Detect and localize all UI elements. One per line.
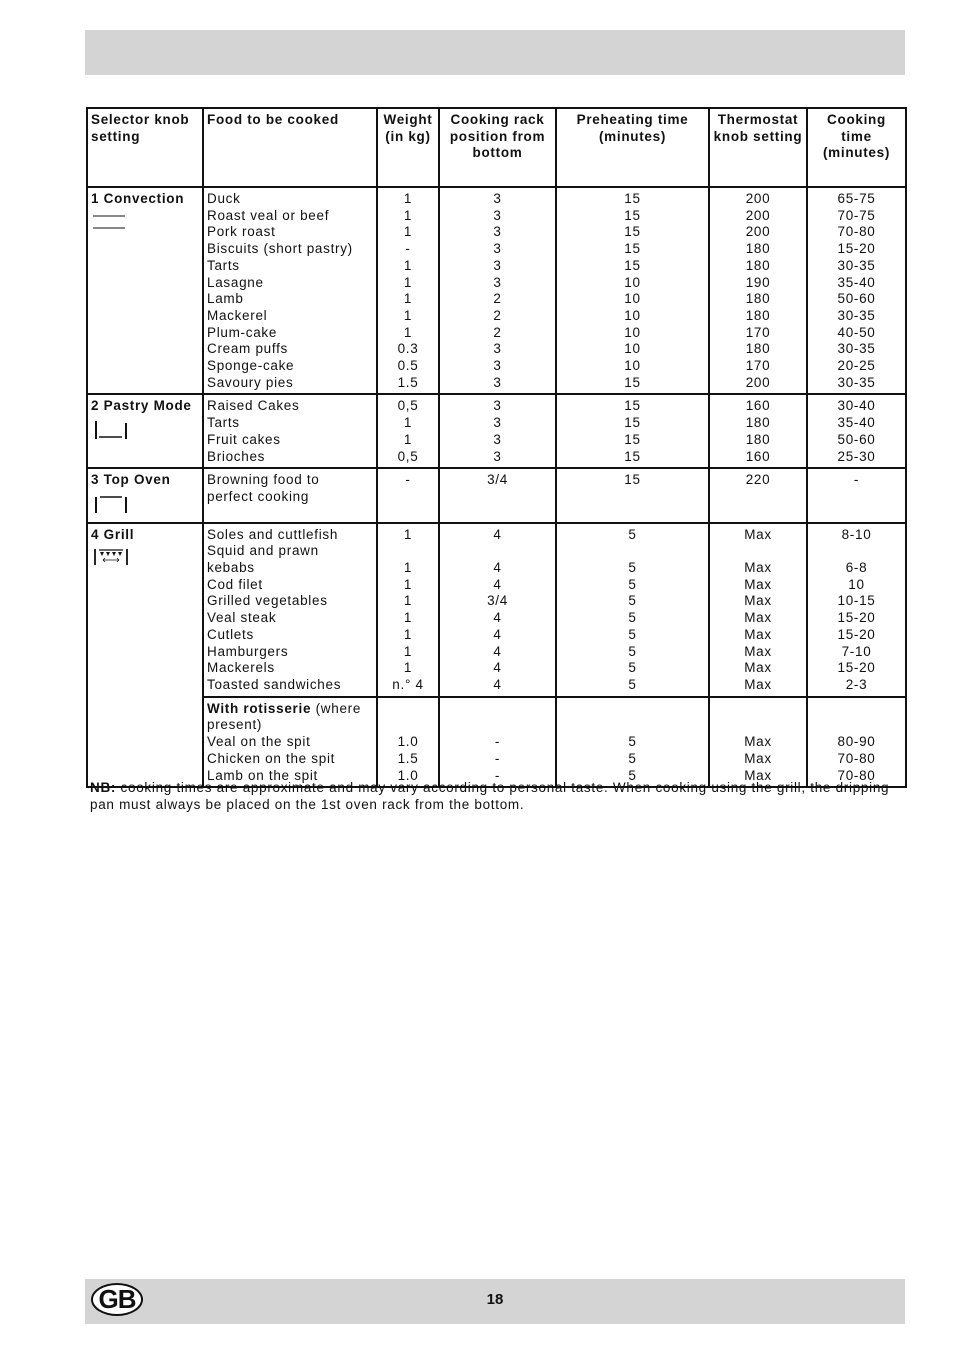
cooking-time-value: 30-35 <box>837 374 876 390</box>
rack-position-value: 3 <box>493 191 502 206</box>
rotisserie-title-suffix: (where <box>311 700 362 716</box>
rack-position-cell <box>439 697 556 788</box>
food-item: kebabs <box>207 560 255 576</box>
food-item: Veal on the spit <box>207 734 311 750</box>
food-item: Savoury pies <box>207 374 294 390</box>
weight-value: - <box>405 472 411 488</box>
weight-value: 0,5 <box>397 448 419 464</box>
footnote-text: cooking times are approximate and may vary according to personal taste. When cooking using the grill, the dripping pan must always be placed on the 1st oven rack from the bottom. <box>90 780 890 812</box>
rack-position-value: 4 <box>493 560 502 576</box>
weight-cell <box>377 697 439 788</box>
cooking-time-cell <box>807 468 906 522</box>
preheating-time-value: 5 <box>628 610 637 626</box>
cooking-time-value: 15-20 <box>837 660 876 676</box>
cooking-time-value: 65-75 <box>837 191 876 206</box>
thermostat-value: 180 <box>745 291 771 307</box>
food-item: Hamburgers <box>207 643 289 659</box>
rotisserie-title: With rotisserie <box>207 700 312 716</box>
weight-value: 1 <box>403 626 413 642</box>
rack-position-value: 2 <box>493 307 502 323</box>
cooking-time-value: 8-10 <box>841 526 872 542</box>
thermostat-value: 160 <box>745 448 771 464</box>
preheating-time-value: 10 <box>624 307 641 323</box>
rack-position-value: 3 <box>493 207 502 223</box>
table-row <box>87 468 906 522</box>
preheating-time-value: 5 <box>628 593 637 609</box>
weight-cell <box>377 468 439 522</box>
header-weight: Weight (in kg) <box>377 108 439 187</box>
food-item: Pork roast <box>207 224 276 240</box>
header-food: Food to be cooked <box>203 108 377 187</box>
weight-value: 1 <box>403 415 413 431</box>
cooking-time-value: 35-40 <box>837 274 876 290</box>
cooking-time-value: 70-80 <box>837 767 876 783</box>
preheating-time-value: 5 <box>628 734 637 750</box>
table-row-rotisserie <box>87 697 906 788</box>
cooking-time-value: 30-35 <box>837 257 876 273</box>
thermostat-value: 200 <box>745 374 771 390</box>
thermostat-cell <box>709 394 807 468</box>
header-preheating-time: Preheating time (minutes) <box>556 108 709 187</box>
rack-position-value: 4 <box>493 676 502 692</box>
cooking-time-value: 50-60 <box>837 291 876 307</box>
thermostat-cell <box>709 468 807 522</box>
cooking-time-value: 80-90 <box>837 734 876 750</box>
selector-setting-name: 1 Convection <box>91 191 185 206</box>
thermostat-value: 180 <box>745 415 771 431</box>
preheating-time-value: 15 <box>624 415 641 431</box>
preheating-time-value: 10 <box>624 291 641 307</box>
rack-position-value: 3 <box>493 415 502 431</box>
selector-setting-name: 4 Grill <box>91 526 135 542</box>
food-item: Brioches <box>207 448 266 464</box>
preheating-time-value: 5 <box>628 626 637 642</box>
food-item: Sponge-cake <box>207 358 295 374</box>
cooking-time-value: 70-75 <box>837 207 876 223</box>
thermostat-value: Max <box>744 610 772 626</box>
preheating-time-value: 5 <box>628 526 637 542</box>
food-item: Raised Cakes <box>207 398 300 414</box>
header-rack-position: Cooking rack position from bottom <box>439 108 556 187</box>
weight-value: 1 <box>403 191 413 206</box>
food-item: perfect cooking <box>207 488 310 504</box>
weight-value: 1.5 <box>397 374 419 390</box>
rack-position-cell <box>439 468 556 522</box>
rack-position-value: 4 <box>493 526 502 542</box>
preheating-time-value: 5 <box>628 560 637 576</box>
food-item: Duck <box>207 191 241 206</box>
preheating-time-value: 10 <box>624 324 641 340</box>
preheating-time-cell <box>556 523 709 697</box>
food-item: Veal steak <box>207 610 277 626</box>
weight-value <box>381 543 435 560</box>
weight-value: 1 <box>403 593 413 609</box>
weight-value: 1 <box>403 291 413 307</box>
food-item: Tarts <box>207 415 240 431</box>
food-item: Lamb on the spit <box>207 767 319 783</box>
pastry-mode-icon <box>91 419 199 446</box>
cooking-time-value: 25-30 <box>837 448 876 464</box>
cooking-time-value <box>811 543 902 560</box>
thermostat-value: 220 <box>745 472 771 488</box>
rack-position-value: 4 <box>493 576 502 592</box>
weight-value: 1 <box>403 257 413 273</box>
thermostat-value: 200 <box>745 191 771 206</box>
cooking-time-value: 10 <box>848 576 865 592</box>
rack-position-value: 3 <box>493 274 502 290</box>
weight-value: 1 <box>403 610 413 626</box>
thermostat-value: Max <box>744 660 772 676</box>
page-number: 18 <box>486 1291 504 1308</box>
weight-value: 1 <box>403 274 413 290</box>
selector-setting-cell <box>87 468 203 522</box>
thermostat-value: 160 <box>745 398 771 414</box>
thermostat-value: 180 <box>745 241 771 257</box>
food-item: Tarts <box>207 257 240 273</box>
food-cell <box>203 697 377 788</box>
table-row <box>87 394 906 468</box>
preheating-time-value: 15 <box>624 241 641 257</box>
weight-cell <box>377 187 439 394</box>
cooking-time-cell <box>807 523 906 697</box>
grill-icon <box>91 547 199 572</box>
preheating-time-value: 15 <box>624 207 641 223</box>
weight-value: 0,5 <box>397 398 419 414</box>
cooking-time-value: 15-20 <box>837 610 876 626</box>
rack-position-value: - <box>494 734 501 750</box>
rack-position-value <box>443 543 552 560</box>
cooking-time-value: 30-40 <box>837 398 876 414</box>
preheating-time-value: 15 <box>624 257 641 273</box>
cooking-time-value: 30-35 <box>837 307 876 323</box>
rack-position-value: 2 <box>493 291 502 307</box>
cooking-time-value: 15-20 <box>837 626 876 642</box>
thermostat-value: Max <box>744 767 772 783</box>
weight-value: 1.0 <box>397 734 419 750</box>
weight-value: 1.5 <box>397 750 419 766</box>
thermostat-value: 200 <box>745 207 771 223</box>
weight-value: 0.5 <box>397 358 419 374</box>
preheating-time-value: 15 <box>624 448 641 464</box>
convection-icon <box>91 212 199 239</box>
food-item: Grilled vegetables <box>207 593 328 609</box>
preheating-time-value: 5 <box>628 643 637 659</box>
table-header-row <box>87 108 906 187</box>
rack-position-value: 4 <box>493 610 502 626</box>
food-item: Squid and prawn <box>207 543 319 559</box>
selector-setting-name: 2 Pastry Mode <box>91 398 192 414</box>
food-item: Roast veal or beef <box>207 207 330 223</box>
thermostat-value: 170 <box>745 358 771 374</box>
thermostat-value: 190 <box>745 274 771 290</box>
food-cell <box>203 468 377 522</box>
preheating-time-value: 10 <box>624 274 641 290</box>
cooking-time-value: 40-50 <box>837 324 876 340</box>
selector-setting-cell <box>87 187 203 394</box>
food-cell <box>203 394 377 468</box>
cooking-time-cell <box>807 187 906 394</box>
food-item: Mackerels <box>207 660 275 676</box>
food-item: Toasted sandwiches <box>207 676 342 692</box>
cooking-time-value: 2-3 <box>845 676 868 692</box>
food-item: Browning food to <box>207 472 320 488</box>
thermostat-value: Max <box>744 593 772 609</box>
selector-setting-cell <box>87 394 203 468</box>
food-item: Lamb <box>207 291 244 307</box>
table-row <box>87 187 906 394</box>
preheating-time-cell <box>556 468 709 522</box>
thermostat-value: Max <box>744 643 772 659</box>
weight-cell <box>377 523 439 697</box>
selector-setting-cell <box>87 523 203 788</box>
rack-position-value: 4 <box>493 660 502 676</box>
cooking-time-value: 10-15 <box>837 593 876 609</box>
thermostat-value: 180 <box>745 341 771 357</box>
thermostat-value: 180 <box>745 257 771 273</box>
rack-position-value: 3 <box>493 358 502 374</box>
thermostat-value: Max <box>744 734 772 750</box>
rack-position-value: 3 <box>493 241 502 257</box>
food-item: Lasagne <box>207 274 264 290</box>
food-item: Cutlets <box>207 626 254 642</box>
cooking-time-value: 35-40 <box>837 415 876 431</box>
rack-position-value: 3 <box>493 398 502 414</box>
footnote <box>90 780 905 813</box>
header-thermostat: Thermostat knob setting <box>709 108 807 187</box>
rack-position-cell <box>439 187 556 394</box>
rack-position-value: 4 <box>493 626 502 642</box>
thermostat-value <box>713 543 803 560</box>
weight-value: 1 <box>403 431 413 447</box>
thermostat-value: Max <box>744 576 772 592</box>
rack-position-value: 3 <box>493 224 502 240</box>
cooking-table <box>86 107 907 788</box>
weight-value: 1 <box>403 576 413 592</box>
preheating-time-value: 5 <box>628 676 637 692</box>
food-item: Plum-cake <box>207 324 278 340</box>
preheating-time-value: 5 <box>628 750 637 766</box>
rotisserie-heading <box>207 701 373 718</box>
cooking-time-value: 6-8 <box>845 560 868 576</box>
thermostat-cell <box>709 697 807 788</box>
preheating-time-cell <box>556 697 709 788</box>
rack-position-value: - <box>494 750 501 766</box>
cooking-time-value: 70-80 <box>837 750 876 766</box>
preheating-time-value: 5 <box>628 660 637 676</box>
rack-position-value: 3/4 <box>487 472 508 488</box>
thermostat-value: Max <box>744 526 772 542</box>
thermostat-value: Max <box>744 750 772 766</box>
preheating-time-cell <box>556 394 709 468</box>
food-cell <box>203 187 377 394</box>
cooking-time-value: 50-60 <box>837 431 876 447</box>
cooking-time-value: 15-20 <box>837 241 876 257</box>
weight-cell <box>377 394 439 468</box>
country-badge: GB <box>91 1283 143 1316</box>
food-item: Cream puffs <box>207 341 288 357</box>
rotisserie-title-line2: present) <box>207 717 263 733</box>
preheating-time-cell <box>556 187 709 394</box>
weight-value: 1 <box>403 307 413 323</box>
weight-value: 1 <box>403 526 413 542</box>
rack-position-value: 3 <box>493 341 502 357</box>
preheating-time-value: 15 <box>624 224 641 240</box>
cooking-time-value: 30-35 <box>837 341 876 357</box>
selector-setting-name: 3 Top Oven <box>91 472 171 488</box>
preheating-time-value: 15 <box>624 374 641 390</box>
thermostat-value: 170 <box>745 324 771 340</box>
food-item: Fruit cakes <box>207 431 281 447</box>
thermostat-value: 180 <box>745 431 771 447</box>
rack-position-value: 3 <box>493 448 502 464</box>
food-item: Cod filet <box>207 576 263 592</box>
preheating-time-value <box>560 543 705 560</box>
weight-value: 1 <box>403 560 413 576</box>
cooking-time-cell <box>807 697 906 788</box>
cooking-time-value: 20-25 <box>837 358 876 374</box>
rack-position-cell <box>439 523 556 697</box>
thermostat-value: 180 <box>745 307 771 323</box>
rack-position-value: 3 <box>493 257 502 273</box>
weight-value: 1 <box>403 660 413 676</box>
rack-position-value: 3 <box>493 374 502 390</box>
rack-position-value: - <box>494 767 501 783</box>
weight-value: 1 <box>403 207 413 223</box>
food-item: Biscuits (short pastry) <box>207 241 353 257</box>
preheating-time-value: 15 <box>624 191 641 206</box>
thermostat-value: Max <box>744 626 772 642</box>
top-header-bar <box>85 30 905 75</box>
weight-value: 0.3 <box>397 341 419 357</box>
weight-value: - <box>405 241 411 257</box>
weight-value: 1 <box>403 224 413 240</box>
rack-position-cell <box>439 394 556 468</box>
preheating-time-value: 10 <box>624 341 641 357</box>
preheating-time-value: 5 <box>628 576 637 592</box>
cooking-time-value: - <box>853 472 860 488</box>
cooking-time-value: 7-10 <box>841 643 872 659</box>
food-item: Soles and cuttlefish <box>207 526 339 542</box>
preheating-time-value: 10 <box>624 358 641 374</box>
thermostat-value: Max <box>744 676 772 692</box>
rack-position-value: 4 <box>493 643 502 659</box>
rack-position-value: 2 <box>493 324 502 340</box>
rack-position-value: 3/4 <box>487 593 508 609</box>
preheating-time-value: 15 <box>624 431 641 447</box>
header-cooking-time: Cooking time (minutes) <box>807 108 906 187</box>
food-item: Chicken on the spit <box>207 750 336 766</box>
cooking-time-value: 70-80 <box>837 224 876 240</box>
top-oven-icon <box>91 493 199 520</box>
weight-value: 1 <box>403 643 413 659</box>
footer-bar <box>85 1279 905 1324</box>
weight-value: 1.0 <box>397 767 419 783</box>
header-selector-knob: Selector knob setting <box>87 108 203 187</box>
thermostat-cell <box>709 523 807 697</box>
thermostat-cell <box>709 187 807 394</box>
footnote-label: NB: <box>90 780 117 795</box>
weight-value: n.° 4 <box>392 676 424 692</box>
rack-position-value: 3 <box>493 431 502 447</box>
weight-value: 1 <box>403 324 413 340</box>
thermostat-value: Max <box>744 560 772 576</box>
cooking-time-cell <box>807 394 906 468</box>
thermostat-value: 200 <box>745 224 771 240</box>
preheating-time-value: 15 <box>624 472 641 488</box>
food-item: Mackerel <box>207 307 268 323</box>
food-cell <box>203 523 377 697</box>
table-row <box>87 523 906 697</box>
preheating-time-value: 5 <box>628 767 637 783</box>
preheating-time-value: 15 <box>624 398 641 414</box>
